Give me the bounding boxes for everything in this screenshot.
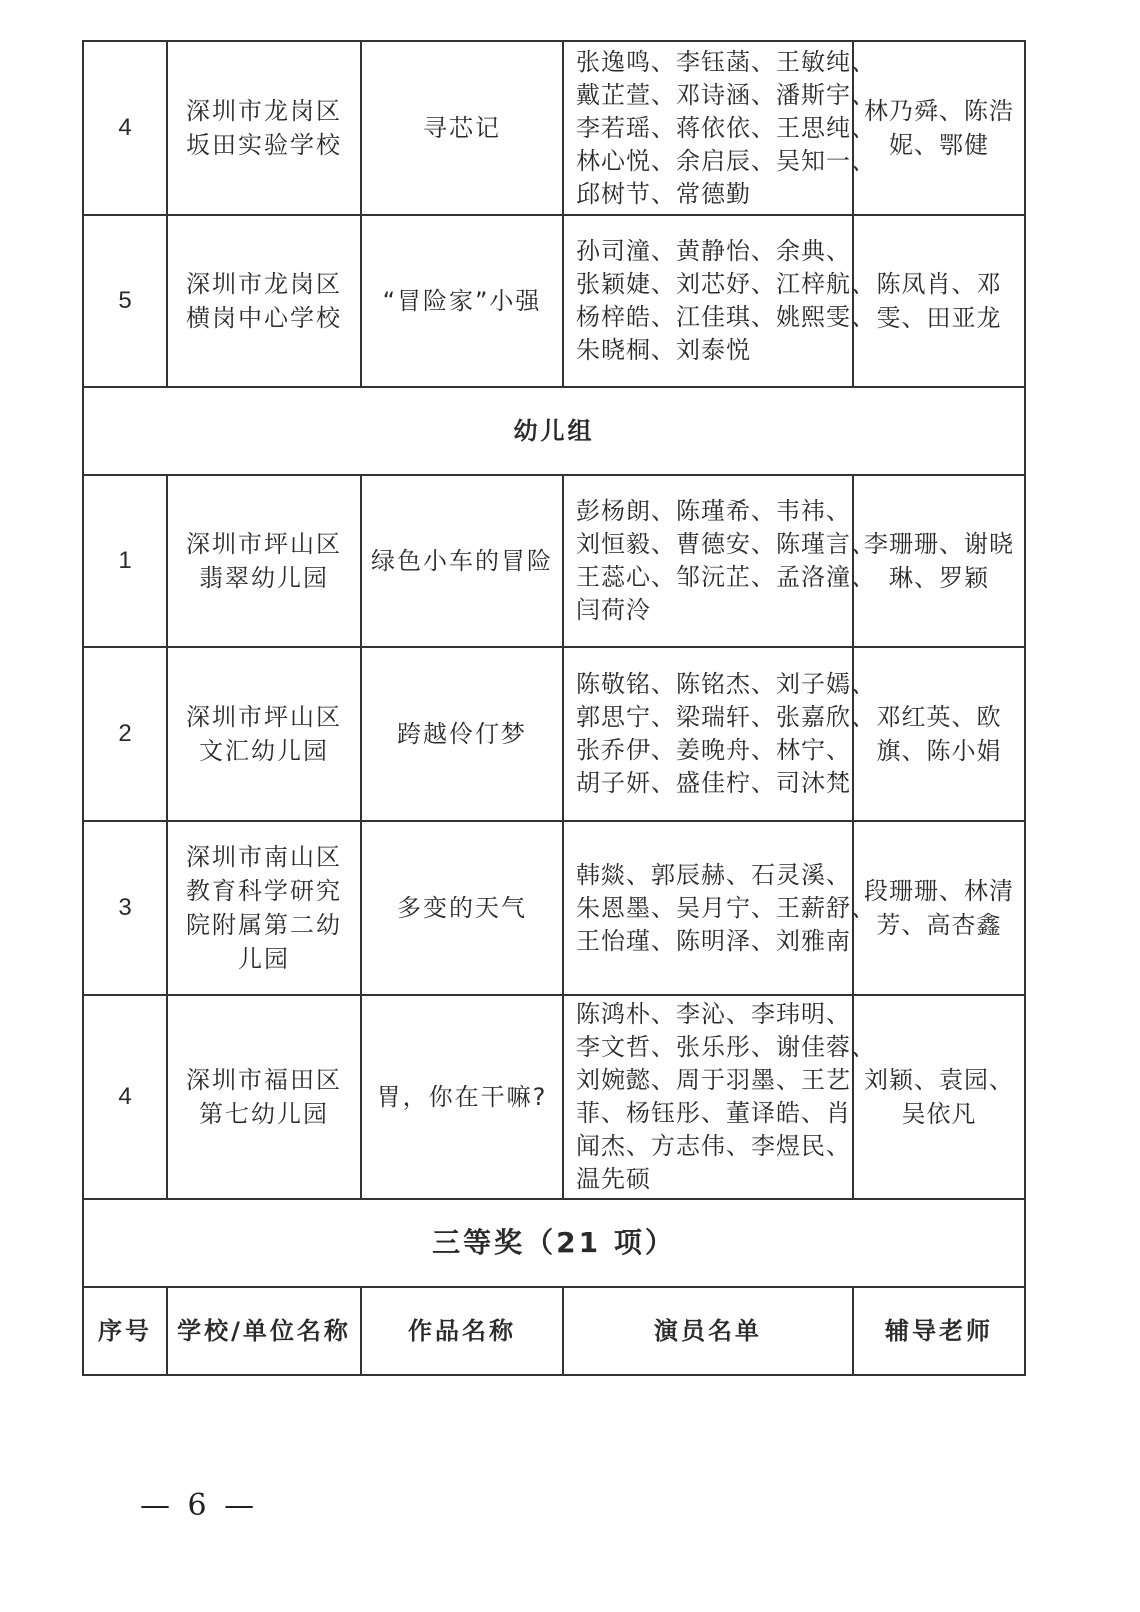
teachers-line: 邓红英、欧 — [876, 703, 1002, 731]
actors-line: 陈敬铭、陈铭杰、刘子嫣、 — [576, 670, 876, 698]
work-cell: 跨越伶仃梦 — [361, 647, 563, 821]
school-line: 第七幼儿园 — [199, 1100, 329, 1128]
actors-line: 刘恒毅、曹德安、陈瑾言、 — [576, 530, 876, 558]
teachers-cell — [853, 41, 1025, 215]
actors-line: 戴芷萱、邓诗涵、潘斯宇、 — [576, 80, 876, 109]
teachers-line: 芳、高杏鑫 — [876, 911, 1002, 939]
seq-cell: 1 — [83, 475, 167, 647]
teachers-cell — [853, 475, 1025, 647]
column-header-row — [83, 1287, 1025, 1375]
seq-cell: 3 — [83, 821, 167, 995]
teachers-line: 吴依凡 — [901, 1100, 977, 1128]
school-line: 儿园 — [238, 945, 290, 973]
actors-line: 朱恩墨、吴月宁、王薪舒、 — [576, 893, 876, 922]
seq-cell: 4 — [83, 995, 167, 1199]
header-work: 作品名称 — [361, 1287, 563, 1375]
school-cell — [167, 821, 361, 995]
actors-line: 郭思宁、梁瑞轩、张嘉欣、 — [576, 703, 876, 731]
actors-line: 李文哲、张乐彤、谢佳蓉、 — [576, 1033, 876, 1061]
actors-line: 邱树节、常德勤 — [576, 179, 751, 208]
school-line: 院附属第二幼 — [186, 911, 342, 939]
school-line: 深圳市龙岗区 — [186, 270, 342, 298]
actors-line: 孙司潼、黄静怡、余典、 — [576, 237, 851, 265]
teachers-line: 陈凤肖、邓 — [876, 270, 1002, 298]
teachers-line: 段珊珊、林清 — [864, 877, 1014, 905]
school-cell — [167, 647, 361, 821]
actors-line: 杨梓皓、江佳琪、姚熙雯、 — [576, 303, 876, 331]
table-row — [83, 995, 1025, 1199]
teachers-cell — [853, 647, 1025, 821]
school-cell — [167, 215, 361, 387]
school-line: 翡翠幼儿园 — [199, 564, 329, 592]
actors-line: 彭杨朗、陈瑾希、韦祎、 — [576, 497, 851, 525]
actors-line: 李若瑶、蒋依依、王思纯、 — [576, 113, 876, 142]
actors-line: 闫荷泠 — [576, 596, 651, 624]
header-actors: 演员名单 — [563, 1287, 853, 1375]
actors-cell — [563, 647, 876, 821]
actors-line: 陈鸿朴、李沁、李玮明、 — [576, 1000, 851, 1028]
table-row — [83, 647, 1025, 821]
teachers-line: 妮、鄂健 — [889, 131, 989, 159]
actors-line: 韩燚、郭辰赫、石灵溪、 — [576, 860, 851, 889]
award-table — [82, 40, 1026, 1376]
seq-cell: 4 — [83, 41, 167, 215]
school-cell — [167, 475, 361, 647]
work-cell: 寻芯记 — [361, 41, 563, 215]
table-row — [83, 41, 1025, 215]
teachers-line: 李珊珊、谢晓 — [864, 530, 1014, 558]
teachers-line: 林乃舜、陈浩 — [864, 97, 1014, 125]
school-line: 深圳市坪山区 — [186, 530, 342, 558]
actors-line: 张颖婕、刘芯妤、江梓航、 — [576, 270, 876, 298]
actors-line: 菲、杨钰彤、董译皓、肖 — [576, 1099, 851, 1127]
table-row — [83, 475, 1025, 647]
actors-cell — [563, 995, 876, 1199]
school-line: 深圳市龙岗区 — [186, 97, 342, 125]
school-line: 深圳市南山区 — [186, 843, 342, 871]
teachers-cell — [853, 821, 1025, 995]
header-seq: 序号 — [83, 1287, 167, 1375]
actors-line: 闻杰、方志伟、李煜民、 — [576, 1132, 851, 1160]
school-line: 横岗中心学校 — [186, 304, 342, 332]
actors-line: 张乔伊、姜晚舟、林宁、 — [576, 736, 851, 764]
teachers-line: 旗、陈小娟 — [876, 737, 1002, 765]
actors-line: 林心悦、余启辰、吴知一、 — [576, 146, 876, 175]
school-line: 深圳市福田区 — [186, 1066, 342, 1094]
prize-row — [83, 1199, 1025, 1287]
teachers-line: 雯、田亚龙 — [876, 304, 1002, 332]
teachers-cell — [853, 215, 1025, 387]
school-cell — [167, 41, 361, 215]
school-line: 深圳市坪山区 — [186, 703, 342, 731]
actors-cell — [563, 475, 876, 647]
teachers-cell — [853, 995, 1025, 1199]
third-prize-heading: 三等奖（21 项） — [83, 1199, 1025, 1287]
teachers-line: 琳、罗颖 — [889, 564, 989, 592]
actors-line: 王蕊心、邹沅芷、孟洛潼、 — [576, 563, 876, 591]
school-line: 文汇幼儿园 — [199, 737, 329, 765]
work-cell: “冒险家”小强 — [361, 215, 563, 387]
actors-line: 王怡瑾、陈明泽、刘雅南 — [576, 926, 851, 955]
school-cell — [167, 995, 361, 1199]
seq-cell: 5 — [83, 215, 167, 387]
actors-line: 胡子妍、盛佳柠、司沐梵 — [576, 769, 851, 797]
actors-line: 朱晓桐、刘泰悦 — [576, 336, 751, 364]
actors-line: 张逸鸣、李钰菡、王敏纯、 — [576, 47, 876, 76]
teachers-line: 刘颖、袁园、 — [864, 1066, 1014, 1094]
actors-cell — [563, 41, 876, 215]
actors-cell — [563, 821, 876, 995]
actors-line: 刘婉懿、周于羽墨、王艺 — [576, 1066, 851, 1094]
group-label: 幼儿组 — [83, 387, 1025, 475]
work-cell: 绿色小车的冒险 — [361, 475, 563, 647]
work-cell: 多变的天气 — [361, 821, 563, 995]
page-number: — 6 — — [140, 1488, 259, 1523]
school-line: 坂田实验学校 — [186, 131, 342, 159]
header-school: 学校/单位名称 — [167, 1287, 361, 1375]
actors-line: 温先硕 — [576, 1165, 651, 1193]
seq-cell: 2 — [83, 647, 167, 821]
work-cell: 胃，你在干嘛? — [361, 995, 563, 1199]
table-row — [83, 215, 1025, 387]
school-line: 教育科学研究 — [186, 877, 342, 905]
group-row — [83, 387, 1025, 475]
actors-cell — [563, 215, 876, 387]
table-row — [83, 821, 1025, 995]
header-teachers: 辅导老师 — [853, 1287, 1025, 1375]
